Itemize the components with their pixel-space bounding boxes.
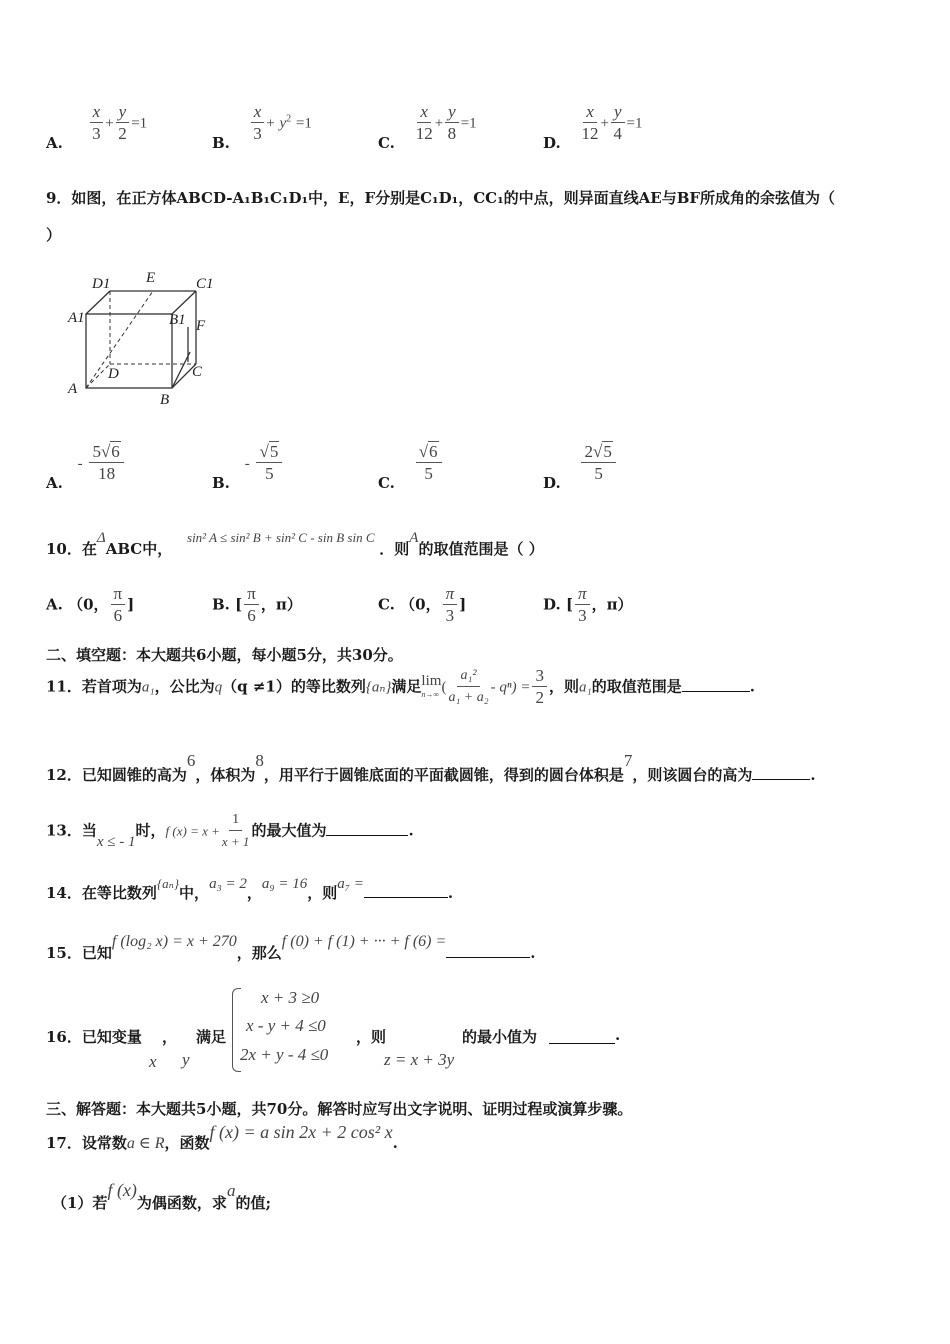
numerator: π — [575, 584, 590, 605]
answer-blank[interactable] — [682, 691, 750, 692]
numerator: π — [244, 584, 259, 605]
q12-p1: 12．已知圆锥的高为 — [46, 766, 187, 784]
edge-a1d1 — [86, 291, 110, 314]
denominator: 18 — [98, 464, 116, 483]
q11-p2: ，公比为 — [154, 677, 215, 696]
open: （0， — [400, 595, 441, 614]
q13-p1: 13．当 — [46, 821, 97, 840]
option-label: C. — [378, 595, 395, 614]
q17-end: . — [392, 1134, 398, 1152]
q16-p2: 满足 — [196, 1028, 227, 1046]
coefficient: 5 — [92, 442, 101, 461]
q9-option-a: A. - $\frac{5√6}{18}$ — [46, 442, 126, 485]
q10-var: A — [409, 530, 419, 546]
numerator: x — [90, 102, 104, 123]
q16-z: z = x + 3y — [384, 1050, 455, 1069]
q12-p3: ，用平行于圆锥底面的平面截圆锥，得到的圆台体积是 — [263, 766, 624, 784]
label-d1: D1 — [92, 276, 111, 292]
denominator: 12 — [581, 124, 599, 143]
q10-suffix1: ．则 — [379, 540, 410, 558]
q15-question — [46, 930, 536, 962]
q14-question — [46, 872, 454, 902]
rhs: =1 — [131, 115, 148, 132]
q10-option-c — [378, 584, 466, 627]
rhs: =1 — [626, 115, 643, 132]
q12-p4: ，则该圆台的高为 — [632, 766, 753, 784]
option-label: D. — [543, 595, 561, 614]
numerator: x — [583, 102, 597, 123]
q16-p1: 16．已知变量 — [46, 1028, 142, 1046]
q16-comma: ， — [162, 1028, 178, 1046]
q11-seq: {aₙ} — [365, 679, 392, 696]
q14-p1: 14．在等比数列 — [46, 884, 157, 902]
option-label: A. — [46, 133, 63, 152]
q10-option-d — [543, 584, 633, 627]
segment-ae — [86, 291, 153, 388]
denominator: 3 — [253, 124, 262, 143]
label-a1: A1 — [68, 310, 85, 326]
q9-question: 9．如图，在正方体ABCD-A₁B₁C₁D₁中，E，F分别是C₁D₁，CC₁的中点，则异面直线AE与BF所成角的余弦值为（ — [46, 189, 836, 207]
q15-f: f (log₂ x) = x + 270 — [111, 933, 237, 950]
q11-lim: lim — [421, 672, 442, 689]
coefficient: 2 — [584, 442, 593, 461]
denominator: 12 — [415, 124, 433, 143]
radicand: 5 — [269, 442, 279, 461]
q17-sub1-f: f (x) — [107, 1180, 137, 1200]
q16-p4: 的最小值为 — [462, 1028, 538, 1046]
q16-constraint-3: 2x + y - 4 ≤0 — [240, 1045, 329, 1064]
option-label: A. — [46, 595, 63, 614]
option-label: D. — [543, 473, 561, 492]
q13-p3: 的最大值为 — [251, 821, 327, 840]
q10-question — [46, 526, 544, 558]
q9-close-paren: ） — [46, 226, 62, 244]
label-e: E — [146, 270, 156, 286]
numerator: x — [251, 102, 265, 123]
rhs: =1 — [460, 115, 477, 132]
q13-end: . — [408, 821, 414, 840]
numerator: π — [111, 584, 126, 605]
denominator: 2 — [118, 124, 127, 143]
open: [ — [565, 595, 574, 614]
cube-figure — [66, 266, 226, 406]
sign: - — [77, 455, 83, 472]
q14-comma: ， — [246, 884, 262, 902]
q11-den: a₁ + a₂ — [448, 690, 489, 705]
denominator: 5 — [265, 464, 274, 483]
denominator: 5 — [594, 464, 603, 483]
q17-question — [46, 1122, 398, 1152]
option-label: B. — [212, 473, 230, 492]
q17-a: a ∈ R — [126, 1135, 165, 1152]
open: （0， — [68, 595, 109, 614]
denominator: 3 — [92, 124, 101, 143]
q11-p3: （q ≠1）的等比数列 — [222, 677, 366, 696]
rhs: =1 — [295, 115, 312, 132]
q12-end: . — [810, 766, 816, 784]
section-2-heading: 二、填空题：本大题共6小题，每小题5分，共30分。 — [46, 646, 403, 664]
denominator: 3 — [445, 606, 455, 625]
numerator: y — [116, 102, 130, 123]
label-f: F — [196, 318, 206, 334]
close: ] — [459, 595, 467, 614]
delta-symbol: Δ — [96, 530, 106, 546]
q11-end: . — [749, 677, 755, 696]
q8-option-d: D. $\frac{x}{12}$ + $\frac{y}{4}$ =1 — [543, 102, 643, 152]
q17-sub1-p2: 为偶函数，求 — [136, 1194, 227, 1212]
q16-end: . — [615, 1026, 621, 1044]
q15-p2: ，那么 — [236, 944, 282, 962]
q12-p2: ，体积为 — [195, 766, 256, 784]
q12-question — [46, 750, 816, 784]
q10-option-b — [212, 584, 302, 627]
denominator: 6 — [247, 606, 256, 625]
q13-f: f (x) = x + — [165, 823, 220, 839]
q9-option-b: B. - $\frac{√5}{5}$ — [212, 442, 284, 485]
label-d: D — [108, 366, 119, 382]
answer-blank[interactable] — [752, 779, 810, 780]
option-label: D. — [543, 133, 561, 152]
q16-constraint-2: x - y + 4 ≤0 — [246, 1016, 326, 1035]
numerator: π — [443, 584, 458, 605]
radicand: 6 — [429, 442, 438, 461]
q11-num: a₁² — [457, 666, 479, 687]
q8-option-a: A. $\frac{x}{3}$ + $\frac{y}{2}$ =1 — [46, 102, 148, 152]
q17-sub1 — [52, 1180, 271, 1212]
option-label: C. — [378, 473, 395, 492]
q14-end: . — [447, 884, 454, 902]
q11-question: 11．若首项为a₁，公比为q（q ≠1）的等比数列{aₙ}满足 lim n→∞ ( $\frac{\text{a₁²}}{\text{a₁ + a₂}}$ - qⁿ) = $\frac{3}{2}$ ，则a₁的取值范围是 . — [46, 666, 755, 707]
q15-p1: 15．已知 — [46, 944, 112, 962]
q16-y: y — [182, 1050, 190, 1069]
q11-p1: 11．若首项为 — [46, 677, 142, 696]
q9-option-d: D. $\frac{2√5}{5}$ — [543, 442, 618, 485]
q11-p6: 的取值范围是 — [591, 677, 682, 696]
section-3-heading: 三、解答题：本大题共5小题，共70分。解答时应写出文字说明、证明过程或演算步骤。 — [46, 1100, 633, 1118]
label-b1: B1 — [169, 312, 186, 328]
q13-cond: x ≤ - 1 — [96, 833, 136, 850]
label-c: C — [192, 364, 203, 380]
q12-h: 6 — [186, 751, 196, 770]
q11-rden: 2 — [535, 688, 544, 707]
q10-abc: ABC中， — [105, 540, 173, 558]
q11-rnum: 3 — [532, 666, 547, 687]
answer-blank[interactable] — [549, 1026, 615, 1044]
numerator: y — [611, 102, 625, 123]
q11-q: q — [214, 679, 223, 696]
option-label: B. — [212, 133, 230, 152]
q17-sub1-p1: （1）若 — [52, 1194, 108, 1212]
q14-a7: a₇ = — [337, 876, 364, 892]
segment-bf — [172, 352, 190, 388]
label-a: A — [68, 381, 78, 397]
numerator: x — [417, 102, 431, 123]
answer-blank[interactable] — [446, 957, 530, 958]
q8-option-c: C. $\frac{x}{12}$ + $\frac{y}{8}$ =1 — [378, 102, 477, 152]
q9-option-c: C. $\frac{√6}{5}$ — [378, 442, 444, 485]
y-squared: y — [279, 115, 287, 132]
close: ，π） — [591, 595, 633, 614]
label-c1: C1 — [196, 276, 214, 292]
q10-prefix: 10．在 — [46, 540, 97, 558]
q16-x: x — [149, 1052, 157, 1071]
denominator: 4 — [613, 124, 622, 143]
radicand: 6 — [111, 442, 120, 461]
answer-blank[interactable] — [364, 897, 448, 898]
q17-p2: ，函数 — [164, 1134, 210, 1152]
denominator: 6 — [113, 606, 123, 625]
open: [ — [235, 595, 243, 614]
q11-a1: a₁ — [141, 679, 155, 696]
q14-a9: a₉ = 16 — [261, 876, 308, 892]
q13-p2: 时， — [135, 821, 166, 840]
edge-b1c1 — [172, 291, 196, 314]
edge-ad — [86, 364, 110, 388]
option-label: B. — [212, 595, 230, 614]
q15-sum: f (0) + f (1) + ··· + f (6) = — [281, 933, 447, 950]
q11-a1-again: a₁ — [578, 679, 592, 696]
q17-sub1-a: a — [226, 1181, 236, 1200]
option-label: A. — [46, 473, 63, 492]
q11-lim-sub: n→∞ — [421, 689, 440, 699]
answer-blank[interactable] — [326, 835, 408, 836]
q8-option-b: B. $\frac{x}{3}$ + $y^2 =1$ — [212, 102, 312, 152]
q17-f: f (x) = a sin 2x + 2 cos² x — [209, 1122, 393, 1142]
denominator: 8 — [447, 124, 457, 143]
q14-p3: ，则 — [307, 884, 338, 902]
denominator: 3 — [578, 606, 587, 625]
radicand: 5 — [603, 442, 612, 461]
q15-end: . — [530, 944, 536, 962]
q11-p4: 满足 — [391, 677, 422, 696]
q13-question — [46, 810, 414, 853]
q17-sub1-p3: 的值; — [235, 1194, 271, 1212]
q14-p2: 中， — [179, 884, 210, 902]
numerator: y — [445, 102, 459, 123]
q10-inequality: sin² A ≤ sin² B + sin² C - sin B sin C — [187, 530, 375, 545]
close: ] — [127, 595, 135, 614]
q16-constraint-1: x + 3 ≥0 — [261, 988, 320, 1007]
q17-p1: 17．设常数 — [46, 1134, 127, 1152]
q10-option-a — [46, 584, 134, 627]
q14-a3: a₃ = 2 — [209, 876, 247, 892]
q12-v2: 7 — [623, 751, 633, 770]
q14-seq: {aₙ} — [156, 876, 180, 891]
q16-p3: ，则 — [356, 1028, 387, 1046]
q11-mid: - qⁿ) = — [490, 679, 531, 696]
front-face — [86, 314, 172, 388]
q11-p5: ，则 — [548, 677, 579, 696]
sign: - — [244, 455, 250, 472]
q13-num: 1 — [229, 810, 242, 831]
option-label: C. — [378, 133, 395, 152]
label-b: B — [160, 392, 170, 406]
q10-suffix2: 的取值范围是（ ） — [418, 540, 544, 558]
close: ，π） — [260, 595, 302, 614]
q12-v: 8 — [255, 751, 264, 770]
q13-den: x + 1 — [221, 834, 250, 849]
denominator: 5 — [424, 464, 433, 483]
